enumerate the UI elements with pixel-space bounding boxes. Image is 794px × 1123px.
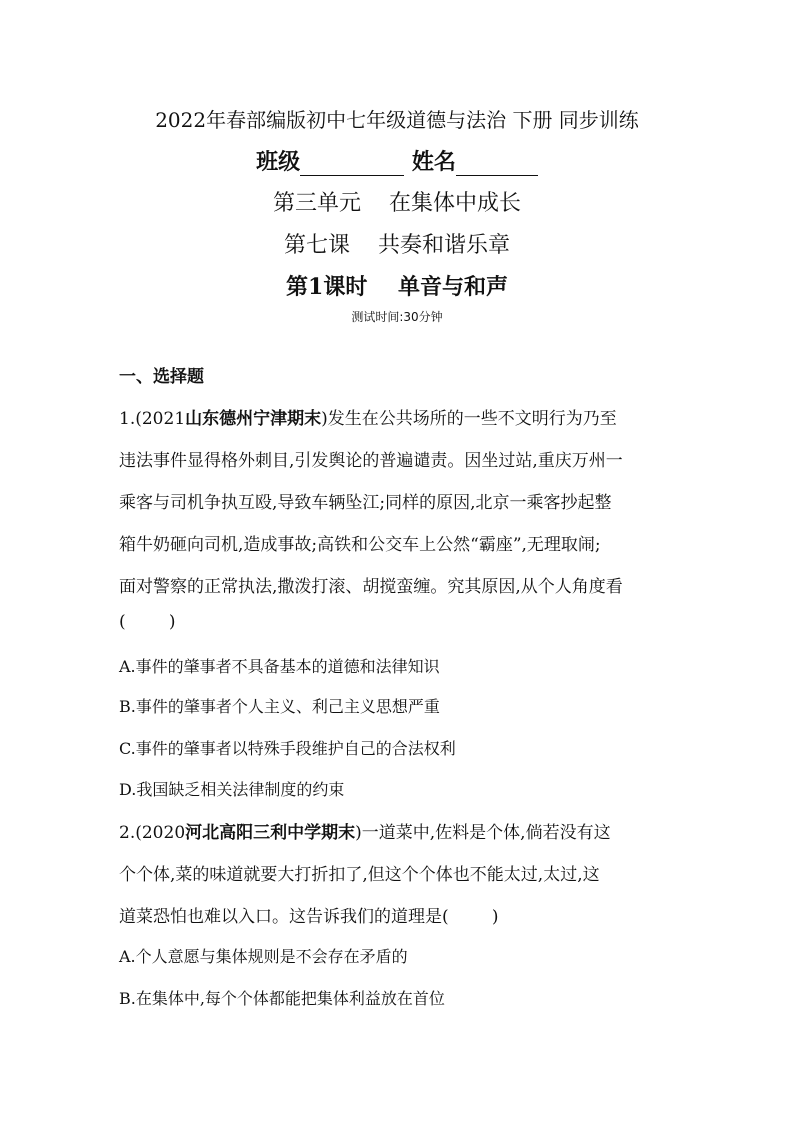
section-title: 一、选择题	[119, 367, 204, 387]
question-number: 2.	[119, 823, 136, 843]
question-source-close: )	[321, 409, 328, 429]
question-1-line-2: 违法事件显得格外刺目,引发舆论的普遍谴责。因坐过站,重庆万州一	[119, 451, 623, 471]
question-2-option-b: B.在集体中,每个个体都能把集体利益放在首位	[119, 989, 445, 1008]
unit-heading: 第三单元 在集体中成长	[273, 191, 521, 216]
question-1-line-4: 箱牛奶砸向司机,造成事故;高铁和公交车上公然“霸座”,无理取闹;	[119, 535, 601, 555]
question-2-line-1	[119, 818, 611, 843]
question-1-option-c: C.事件的肇事者以特殊手段维护自己的合法权利	[119, 739, 456, 758]
lesson-heading: 第七课 共奏和谐乐章	[284, 233, 510, 258]
question-number: 1.	[119, 409, 136, 429]
question-1-line-5: 面对警察的正常执法,撒泼打滚、胡搅蛮缠。究其原因,从个人角度看	[119, 577, 623, 597]
question-1-option-d: D.我国缺乏相关法律制度的约束	[119, 780, 345, 799]
question-2-option-a: A.个人意愿与集体规则是不会存在矛盾的	[119, 947, 408, 966]
answer-blank: ( )	[119, 612, 176, 632]
question-1-option-b: B.事件的肇事者个人主义、利己主义思想严重	[119, 697, 440, 716]
question-1-line-1	[119, 404, 617, 429]
question-source: 河北高阳三利中学期末	[185, 823, 356, 843]
question-text: 发生在公共场所的一些不文明行为乃至	[327, 409, 617, 429]
question-source-close: )	[355, 823, 362, 843]
question-2-line-3: 道菜恐怕也难以入口。这告诉我们的道理是( )	[119, 907, 499, 927]
question-source: 山东德州宁津期末	[185, 409, 322, 429]
class-label: 班级	[256, 149, 301, 175]
test-time: 测试时间:30分钟	[351, 310, 443, 324]
name-label: 姓名	[411, 149, 456, 175]
name-blank	[456, 153, 538, 176]
period-heading: 第1课时 单音与和声	[286, 274, 508, 300]
class-name-line	[0, 145, 794, 176]
question-text: 一道菜中,佐料是个体,倘若没有这	[361, 823, 611, 843]
question-1-option-a: A.事件的肇事者不具备基本的道德和法律知识	[119, 657, 440, 676]
question-source-open: (2020	[135, 823, 186, 843]
question-1-line-3: 乘客与司机争执互殴,导致车辆坠江;同样的原因,北京一乘客抄起整	[119, 493, 612, 513]
document-title: 2022年春部编版初中七年级道德与法治 下册 同步训练	[155, 108, 639, 132]
class-blank	[300, 153, 404, 176]
question-source-open: (2021	[135, 409, 186, 429]
question-2-line-2: 个个体,菜的味道就要大打折扣了,但这个个体也不能太过,太过,这	[119, 865, 600, 885]
